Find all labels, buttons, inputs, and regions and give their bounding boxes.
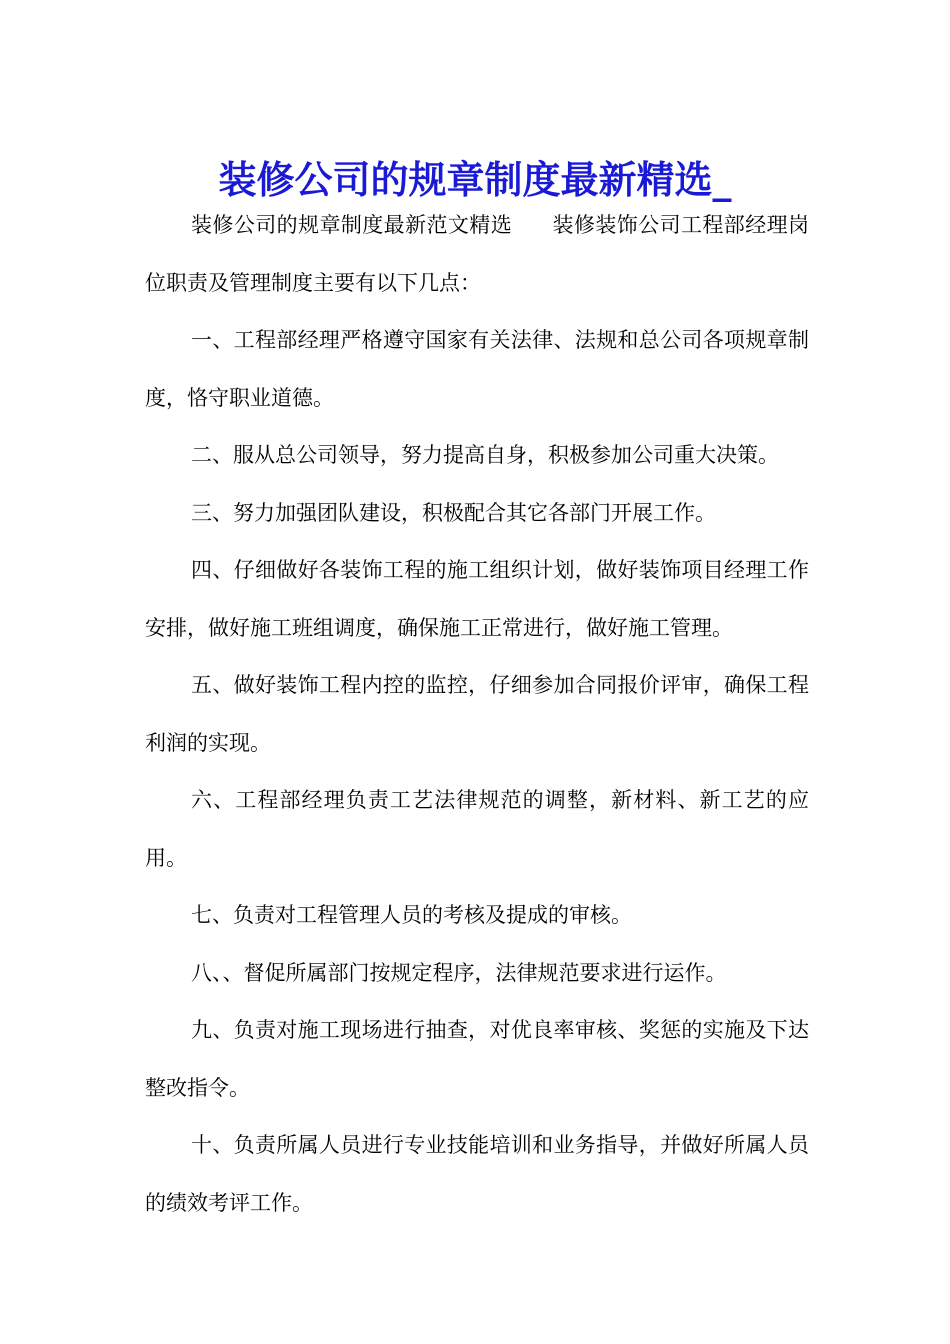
item-paragraph-2: 二、服从总公司领导，努力提高自身，积极参加公司重大决策。	[191, 443, 779, 467]
item-paragraph-4: 四、仔细做好各装饰工程的施工组织计划，做好装饰项目经理工作安排，做好施工班组调度，确保施工正常进行，做好施工管理。	[145, 558, 809, 640]
item-paragraph-3: 三、努力加强团队建设，积极配合其它各部门开展工作。	[191, 500, 716, 525]
item-paragraph-8: 八、、督促所属部门按规定程序，法律规范要求进行运作。	[191, 960, 727, 985]
document-body	[145, 197, 809, 1232]
intro-part-1: 装修公司的规章制度最新范文精选	[191, 213, 513, 237]
item-paragraph-5: 五、做好装饰工程内控的监控，仔细参加合同报价评审，确保工程利润的实现。	[145, 673, 809, 755]
item-paragraph-10: 十、负责所属人员进行专业技能培训和业务指导，并做好所属人员的绩效考评工作。	[145, 1133, 809, 1215]
item-paragraph-6: 六、工程部经理负责工艺法律规范的调整，新材料、新工艺的应用。	[145, 788, 809, 870]
item-paragraph-7: 七、负责对工程管理人员的考核及提成的审核。	[191, 903, 632, 927]
intro-paragraph	[145, 197, 809, 312]
item-paragraph-9: 九、负责对施工现场进行抽查，对优良率审核、奖惩的实施及下达整改指令。	[145, 1018, 809, 1100]
document-title: 装修公司的规章制度最新精选_	[218, 158, 732, 203]
item-paragraph-1: 一、工程部经理严格遵守国家有关法律、法规和总公司各项规章制度，恪守职业道德。	[145, 328, 809, 410]
intro-part-2: 装修装饰公司工程部经理岗位职责及管理制度主要有以下几点：	[145, 213, 810, 295]
